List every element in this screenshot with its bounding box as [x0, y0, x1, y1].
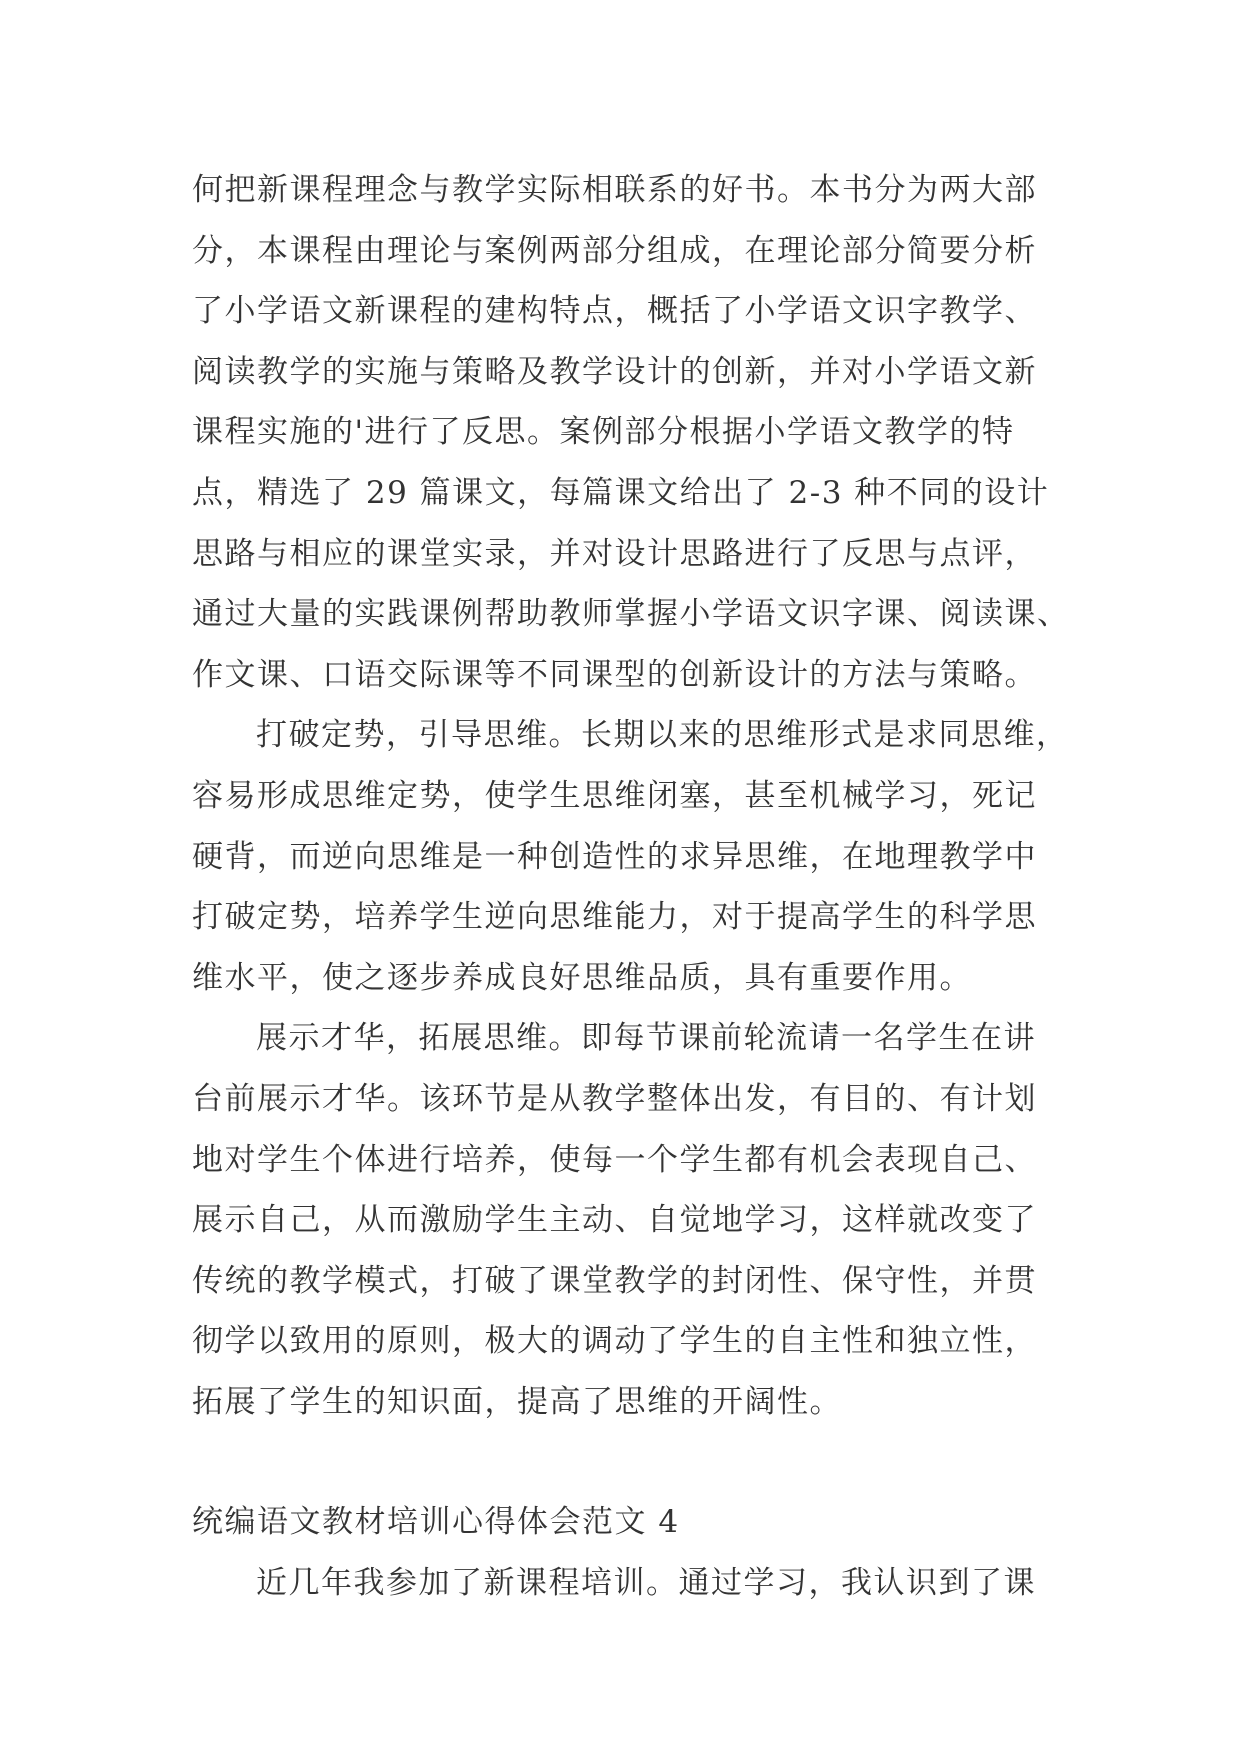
section-heading-text: 统编语文教材培训心得体会范文 4 [192, 1504, 680, 1541]
paragraph-line: 展示才华，拓展思维。即每节课前轮流请一名学生在讲 [256, 1020, 1036, 1057]
paragraph-line: 维水平，使之逐步养成良好思维品质，具有重要作用。 [192, 959, 972, 996]
paragraph-4 [192, 1553, 1072, 1614]
paragraph-line: 近几年我参加了新课程培训。通过学习，我认识到了课 [256, 1565, 1036, 1602]
paragraph-line: 地对学生个体进行培养，使每一个学生都有机会表现自己、 [192, 1141, 1037, 1178]
paragraph-1 [192, 160, 1072, 705]
section-spacer [192, 1432, 1072, 1492]
paragraph-line: 打破定势，引导思维。长期以来的思维形式是求同思维， [256, 717, 1069, 754]
paragraph-line: 课程实施的'进行了反思。案例部分根据小学语文教学的特 [192, 414, 1015, 451]
paragraph-line: 分，本课程由理论与案例两部分组成，在理论部分简要分析 [192, 232, 1037, 269]
paragraph-line: 作文课、口语交际课等不同课型的创新设计的方法与策略。 [192, 656, 1037, 693]
section-heading [192, 1492, 1072, 1553]
paragraph-line: 阅读教学的实施与策略及教学设计的创新，并对小学语文新 [192, 353, 1037, 390]
paragraph-line: 容易形成思维定势，使学生思维闭塞，甚至机械学习，死记 [192, 777, 1037, 814]
paragraph-line: 硬背，而逆向思维是一种创造性的求异思维，在地理教学中 [192, 838, 1037, 875]
paragraph-line: 展示自己，从而激励学生主动、自觉地学习，这样就改变了 [192, 1202, 1037, 1239]
paragraph-3 [192, 1008, 1072, 1432]
paragraph-line: 何把新课程理念与教学实际相联系的好书。本书分为两大部 [192, 172, 1037, 208]
paragraph-line: 传统的教学模式，打破了课堂教学的封闭性、保守性，并贯 [192, 1262, 1037, 1299]
paragraph-line: 思路与相应的课堂实录，并对设计思路进行了反思与点评， [192, 535, 1037, 572]
paragraph-line: 了小学语文新课程的建构特点，概括了小学语文识字教学、 [192, 293, 1037, 330]
paragraph-2 [192, 705, 1072, 1008]
paragraph-line: 彻学以致用的原则，极大的调动了学生的自主性和独立性， [192, 1323, 1037, 1360]
paragraph-line: 拓展了学生的知识面，提高了思维的开阔性。 [192, 1383, 842, 1420]
paragraph-line: 台前展示才华。该环节是从教学整体出发，有目的、有计划 [192, 1080, 1037, 1117]
document-body [192, 160, 1072, 1614]
paragraph-line: 通过大量的实践课例帮助教师掌握小学语文识字课、阅读课、 [192, 596, 1070, 633]
paragraph-line: 打破定势，培养学生逆向思维能力，对于提高学生的科学思 [192, 899, 1037, 936]
paragraph-line: 点，精选了 29 篇课文，每篇课文给出了 2-3 种不同的设计 [192, 474, 1050, 511]
